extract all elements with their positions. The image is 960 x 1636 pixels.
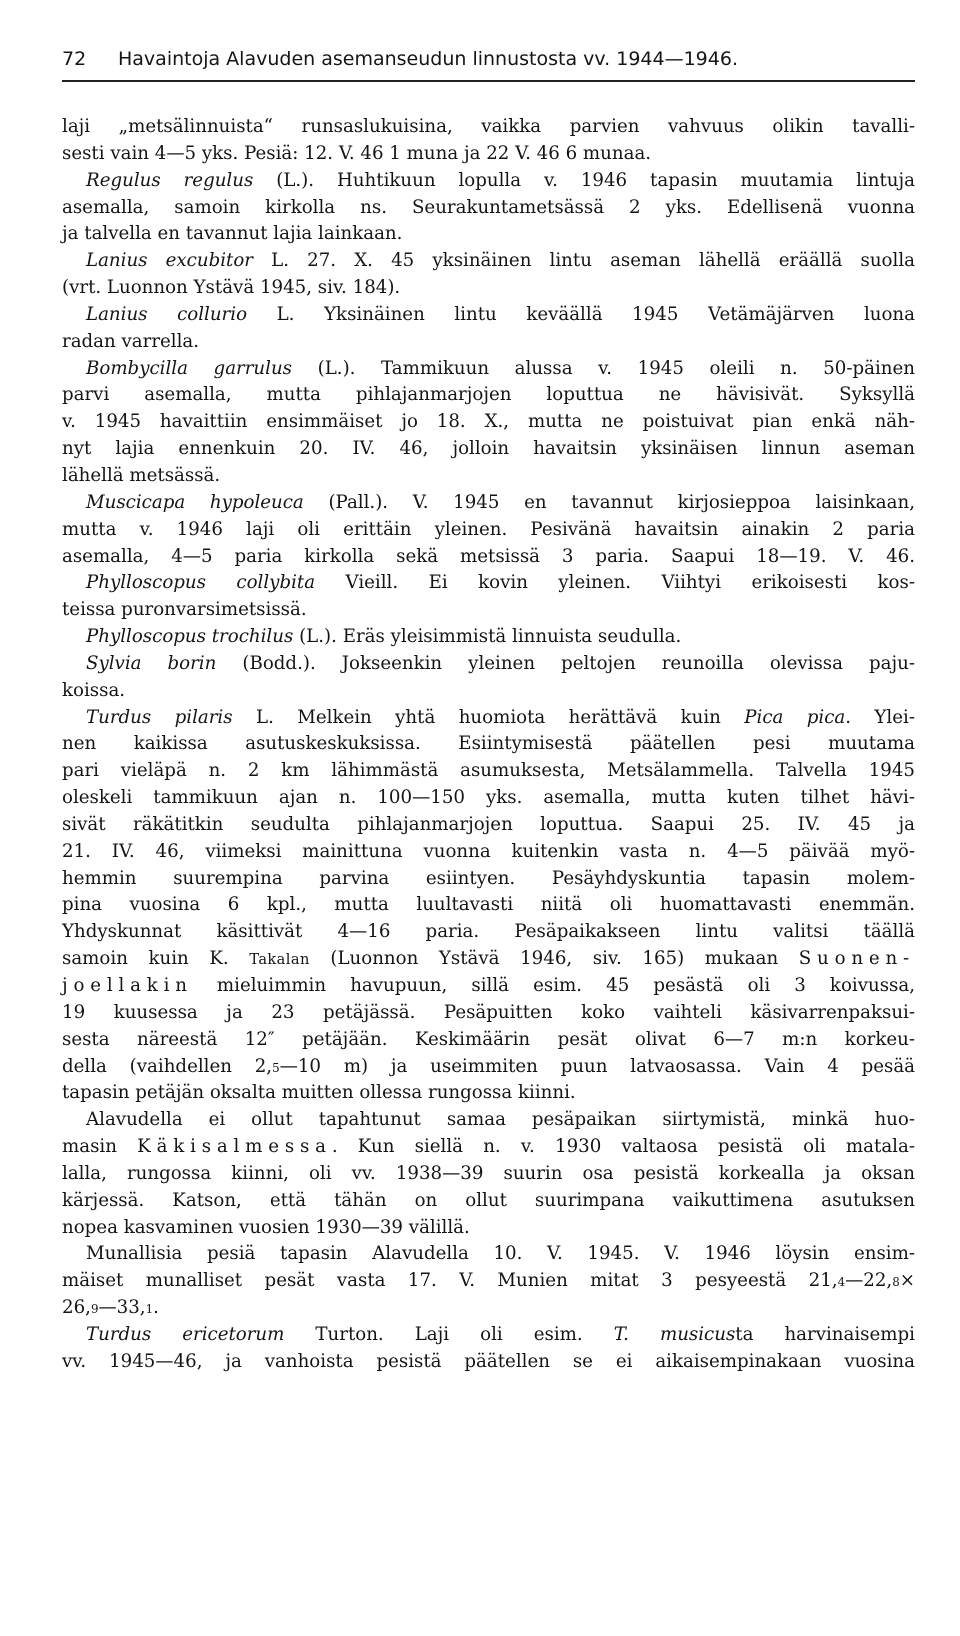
- species-name: Phylloscopus collybita: [86, 572, 316, 594]
- text-line: v. 1945 havaittiin ensimmäiset jo 18. X., mutta ne poistuivat pian enkä näh-: [62, 411, 915, 433]
- place-name: joellakin: [62, 975, 193, 996]
- text-line: radan varrella.: [62, 330, 200, 352]
- species-name: Turdus pilaris: [86, 706, 233, 728]
- text-line: teissa puronvarsimetsissä.: [62, 599, 307, 621]
- text-line: oleskeli tammikuun ajan n. 100—150 yks. asemalla, mutta kuten tilhet hävi-: [62, 787, 915, 809]
- species-entry-regulus-regulus: Regulus regulus (L.). Huhtikuun lopulla v. 1946 tapasin muutamia lintuja: [86, 169, 916, 191]
- species-name: Lanius collurio: [86, 303, 248, 325]
- species-entry-lanius-collurio: Lanius collurio L. Yksinäinen lintu keväällä 1945 Vetämäjärven luona: [86, 303, 915, 325]
- text-line: sesta näreestä 12″ petäjään. Keskimäärin pesät olivat 6—7 m:n korkeu-: [62, 1028, 915, 1050]
- text-line: nopea kasvaminen vuosien 1930—39 välillä.: [62, 1216, 470, 1238]
- text-line: masin Käkisalmessa. Kun siellä n. v. 1930 valtaosa pesistä oli matala-: [62, 1136, 915, 1158]
- text-line: nyt lajia ennenkuin 20. IV. 46, jolloin havaitsin yksinäisen linnun aseman: [62, 438, 915, 460]
- species-name: Lanius excubitor: [86, 250, 253, 272]
- species-name: Muscicapa hypoleuca: [86, 491, 304, 513]
- text-line: asemalla, 4—5 paria kirkolla sekä metsissä 3 paria. Saapui 18—19. V. 46.: [62, 545, 915, 567]
- text-line: pina vuosina 6 kpl., mutta luultavasti niitä oli huomattavasti enemmän.: [62, 894, 915, 916]
- text-line: joellakin mieluimmin havupuun, sillä esim. 45 pesästä oli 3 koivussa,: [62, 975, 915, 996]
- species-name: T. musicus: [613, 1323, 736, 1345]
- text-line: Yhdyskunnat käsittivät 4—16 paria. Pesäpaikakseen lintu valitsi täällä: [62, 921, 915, 943]
- species-name: Pica pica: [744, 706, 846, 728]
- paragraph-start: Munallisia pesiä tapasin Alavudella 10. V. 1945. V. 1946 löysin ensim-: [86, 1243, 915, 1265]
- text-line: nen kaikissa asutuskeskuksissa. Esiintymisestä päätellen pesi muutama: [62, 733, 915, 755]
- body-text: [62, 114, 915, 1376]
- text-line: laji „metsälinnuista“ runsaslukuisina, vaikka parvien vahvuus olikin tavalli-: [62, 116, 915, 137]
- species-name: Turdus ericetorum: [86, 1323, 285, 1345]
- text-line: tapasin petäjän oksalta muitten ollessa rungossa kiinni.: [62, 1082, 576, 1104]
- paragraph-start: Alavudella ei ollut tapahtunut samaa pesäpaikan siirtymistä, minkä huo-: [86, 1109, 915, 1131]
- text-line: 19 kuusessa ja 23 petäjässä. Pesäpuitten koko vaihteli käsivarrenpaksui-: [62, 1001, 915, 1023]
- running-header: [62, 46, 915, 72]
- species-entry-phylloscopus-trochilus: Phylloscopus trochilus (L.). Eräs yleisimmistä linnuista seudulla.: [86, 626, 682, 648]
- running-title: Havaintoja Alavuden asemanseudun linnustosta vv. 1944—1946.: [118, 48, 738, 70]
- species-entry-phylloscopus-collybita: Phylloscopus collybita Vieill. Ei kovin yleinen. Viihtyi erikoisesti kos-: [86, 572, 915, 594]
- place-name: Suonen-: [798, 948, 915, 970]
- text-line: koissa.: [62, 679, 126, 701]
- text-line: ja talvella en tavannut lajia lainkaan.: [62, 223, 403, 245]
- species-entry-turdus-ericetorum: Turdus ericetorum Turton. Laji oli esim. T. musicusta harvinaisempi: [86, 1323, 915, 1345]
- text-line: hemmin suurempina parvina esiintyen. Pesäyhdyskuntia tapasin molem-: [62, 867, 915, 889]
- species-entry-bombycilla-garrulus: Bombycilla garrulus (L.). Tammikuun alussa v. 1945 oleili n. 50-päinen: [86, 357, 915, 379]
- species-name: Phylloscopus trochilus: [86, 626, 294, 648]
- header-rule: [62, 80, 915, 82]
- text-line: mäiset munalliset pesät vasta 17. V. Munien mitat 3 pesyeestä 21,4—22,8×: [62, 1270, 915, 1292]
- author-name: Takalan: [249, 951, 310, 969]
- text-line: kärjessä. Katson, että tähän on ollut suurimpana vaikuttimena asutuksen: [62, 1189, 915, 1211]
- species-entry-muscicapa-hypoleuca: Muscicapa hypoleuca (Pall.). V. 1945 en tavannut kirjosieppoa laisinkaan,: [86, 491, 915, 513]
- text-line: lalla, rungossa kiinni, oli vv. 1938—39 suurin osa pesistä korkealla ja oksan: [62, 1162, 915, 1184]
- text-line: sesti vain 4—5 yks. Pesiä: 12. V. 46 1 muna ja 22 V. 46 6 munaa.: [62, 142, 652, 164]
- text-line: lähellä metsässä.: [62, 464, 221, 486]
- species-name: Sylvia borin: [86, 652, 217, 674]
- text-line: sivät räkätitkin seudulta pihlajanmarjojen loputtua. Saapui 25. IV. 45 ja: [62, 813, 915, 835]
- text-line: asemalla, samoin kirkolla ns. Seurakuntametsässä 2 yks. Edellisenä vuonna: [62, 196, 915, 218]
- text-line: parvi asemalla, mutta pihlajanmarjojen loputtua ne hävisivät. Syksyllä: [62, 384, 915, 406]
- page-number: 72: [62, 48, 87, 70]
- text-line: vv. 1945—46, ja vanhoista pesistä päätellen se ei aikaisempinakaan vuosina: [62, 1350, 915, 1372]
- species-entry-sylvia-borin: Sylvia borin (Bodd.). Jokseenkin yleinen peltojen reunoilla olevissa paju-: [86, 652, 915, 674]
- species-name: Bombycilla garrulus: [86, 357, 293, 379]
- text-line: mutta v. 1946 laji oli erittäin yleinen. Pesivänä havaitsin ainakin 2 paria: [62, 518, 915, 540]
- text-line: samoin kuin K. Takalan (Luonnon Ystävä 1946, siv. 165) mukaan Suonen-: [62, 948, 915, 970]
- species-name: Regulus regulus: [86, 169, 254, 191]
- text-line: (vrt. Luonnon Ystävä 1945, siv. 184).: [62, 277, 401, 299]
- text-line: della (vaihdellen 2,5—10 m) ja useimmiten puun latvaosassa. Vain 4 pesää: [62, 1055, 915, 1077]
- text-line: 26,9—33,1.: [62, 1297, 159, 1319]
- species-entry-lanius-excubitor: Lanius excubitor L. 27. X. 45 yksinäinen lintu aseman lähellä eräällä suolla: [86, 250, 915, 272]
- text-line: pari vieläpä n. 2 km lähimmästä asumuksesta, Metsälammella. Talvella 1945: [62, 760, 915, 782]
- place-name: Käkisalmessa: [137, 1136, 332, 1158]
- species-entry-turdus-pilaris: Turdus pilaris L. Melkein yhtä huomiota herättävä kuin Pica pica. Ylei-: [86, 706, 915, 728]
- text-line: 21. IV. 46, viimeksi mainittuna vuonna kuitenkin vasta n. 4—5 päivää myö-: [62, 840, 915, 862]
